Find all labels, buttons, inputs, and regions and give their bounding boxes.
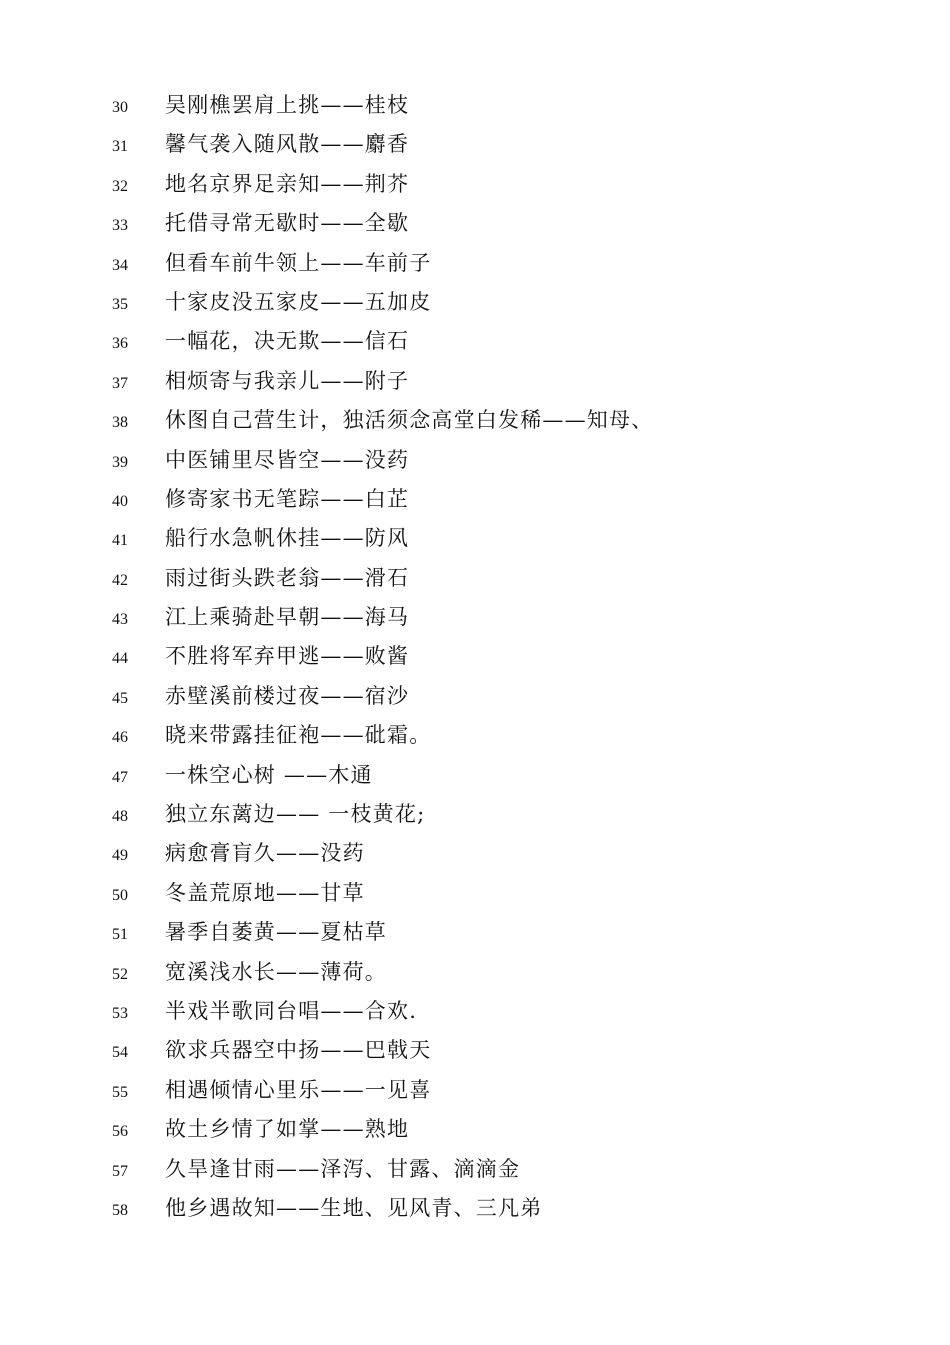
list-item [0, 637, 950, 676]
riddle-text: 修寄家书无笔踪——白芷 [165, 486, 410, 511]
list-item [0, 834, 950, 873]
list-item [0, 244, 950, 283]
list-item [0, 519, 950, 558]
list-item [0, 1110, 950, 1149]
riddle-text: 久旱逢甘雨——泽泻、甘露、滴滴金 [165, 1156, 521, 1181]
riddle-text: 江上乘骑赴早朝——海马 [165, 605, 410, 630]
list-item [0, 441, 950, 480]
line-number: 53 [112, 1004, 128, 1022]
riddle-text: 宽溪浅水长——薄荷。 [165, 959, 387, 984]
list-item [0, 362, 950, 401]
list-item [0, 1150, 950, 1189]
line-number: 39 [112, 453, 128, 471]
line-number: 49 [112, 847, 128, 865]
riddle-text: 赤壁溪前楼过夜——宿沙 [165, 683, 410, 708]
line-number: 44 [112, 650, 128, 668]
list-item [0, 716, 950, 755]
riddle-text: 船行水急帆休挂——防风 [165, 526, 410, 551]
list-item [0, 953, 950, 992]
list-item [0, 283, 950, 322]
riddle-text: 晓来带露挂征袍——砒霜。 [165, 723, 432, 748]
riddle-text: 休图自己营生计，独活须念高堂白发稀——知母、 [165, 408, 654, 433]
riddle-text: 半戏半歌同台唱——合欢. [165, 998, 418, 1023]
list-item [0, 204, 950, 243]
riddle-text: 馨气袭入随风散——麝香 [165, 132, 410, 157]
list-item [0, 1189, 950, 1228]
line-number: 35 [112, 295, 128, 313]
line-number: 56 [112, 1123, 128, 1141]
riddle-text: 但看车前牛领上——车前子 [165, 250, 432, 275]
riddle-text: 暑季自萎黄——夏枯草 [165, 920, 387, 945]
riddle-text: 吴刚樵罢肩上挑——桂枝 [165, 93, 410, 117]
list-item [0, 480, 950, 519]
list-item [0, 756, 950, 795]
riddle-text: 雨过街头跌老翁——滑石 [165, 565, 410, 590]
riddle-text: 冬盖荒原地——甘草 [165, 880, 365, 905]
line-number: 43 [112, 611, 128, 629]
line-number: 57 [112, 1162, 128, 1180]
line-number: 38 [112, 414, 128, 432]
line-number: 40 [112, 492, 128, 510]
riddle-text: 不胜将军弃甲逃——败酱 [165, 644, 410, 669]
line-number: 36 [112, 335, 128, 353]
list-item [0, 874, 950, 913]
list-item [0, 401, 950, 440]
riddle-text: 他乡遇故知——生地、见风青、三凡弟 [165, 1195, 543, 1220]
list-item [0, 559, 950, 598]
list-item [0, 992, 950, 1031]
list-item [0, 913, 950, 952]
list-item [0, 677, 950, 716]
line-number: 50 [112, 886, 128, 904]
riddle-text: 相烦寄与我亲儿——附子 [165, 368, 410, 393]
line-number: 42 [112, 571, 128, 589]
list-item [0, 165, 950, 204]
list-item [0, 795, 950, 834]
line-number: 37 [112, 374, 128, 392]
line-number: 48 [112, 808, 128, 826]
line-number: 51 [112, 926, 128, 944]
riddle-text: 相遇倾情心里乐——一见喜 [165, 1077, 432, 1102]
line-number: 47 [112, 768, 128, 786]
line-number: 30 [112, 99, 128, 116]
riddle-text: 一株空心树 ——木通 [165, 762, 373, 787]
list-item [0, 322, 950, 361]
riddle-text: 地名京界足亲知——荆芥 [165, 171, 410, 196]
riddle-text: 一幅花，决无欺——信石 [165, 329, 410, 354]
line-number: 55 [112, 1083, 128, 1101]
riddle-text: 故土乡情了如掌——熟地 [165, 1117, 410, 1142]
list-item [0, 1031, 950, 1070]
list-item [0, 598, 950, 637]
riddle-text: 托借寻常无歇时——全歇 [165, 211, 410, 236]
riddle-text: 病愈膏肓久——没药 [165, 841, 365, 866]
line-number: 58 [112, 1201, 128, 1219]
line-number: 34 [112, 256, 128, 274]
line-number: 41 [112, 532, 128, 550]
list-item [0, 1071, 950, 1110]
line-number: 31 [112, 138, 128, 156]
list-item [0, 86, 950, 125]
line-number: 33 [112, 217, 128, 235]
riddle-text: 独立东蓠边—— 一枝黄花; [165, 802, 426, 827]
list-item [0, 125, 950, 164]
line-number: 32 [112, 177, 128, 195]
riddle-text: 中医铺里尽皆空——没药 [165, 447, 410, 472]
line-number: 54 [112, 1044, 128, 1062]
line-number: 46 [112, 729, 128, 747]
riddle-text: 十家皮没五家皮——五加皮 [165, 289, 432, 314]
line-number: 45 [112, 689, 128, 707]
riddle-text: 欲求兵器空中扬——巴戟天 [165, 1038, 432, 1063]
line-number: 52 [112, 965, 128, 983]
riddle-list [0, 86, 950, 1228]
